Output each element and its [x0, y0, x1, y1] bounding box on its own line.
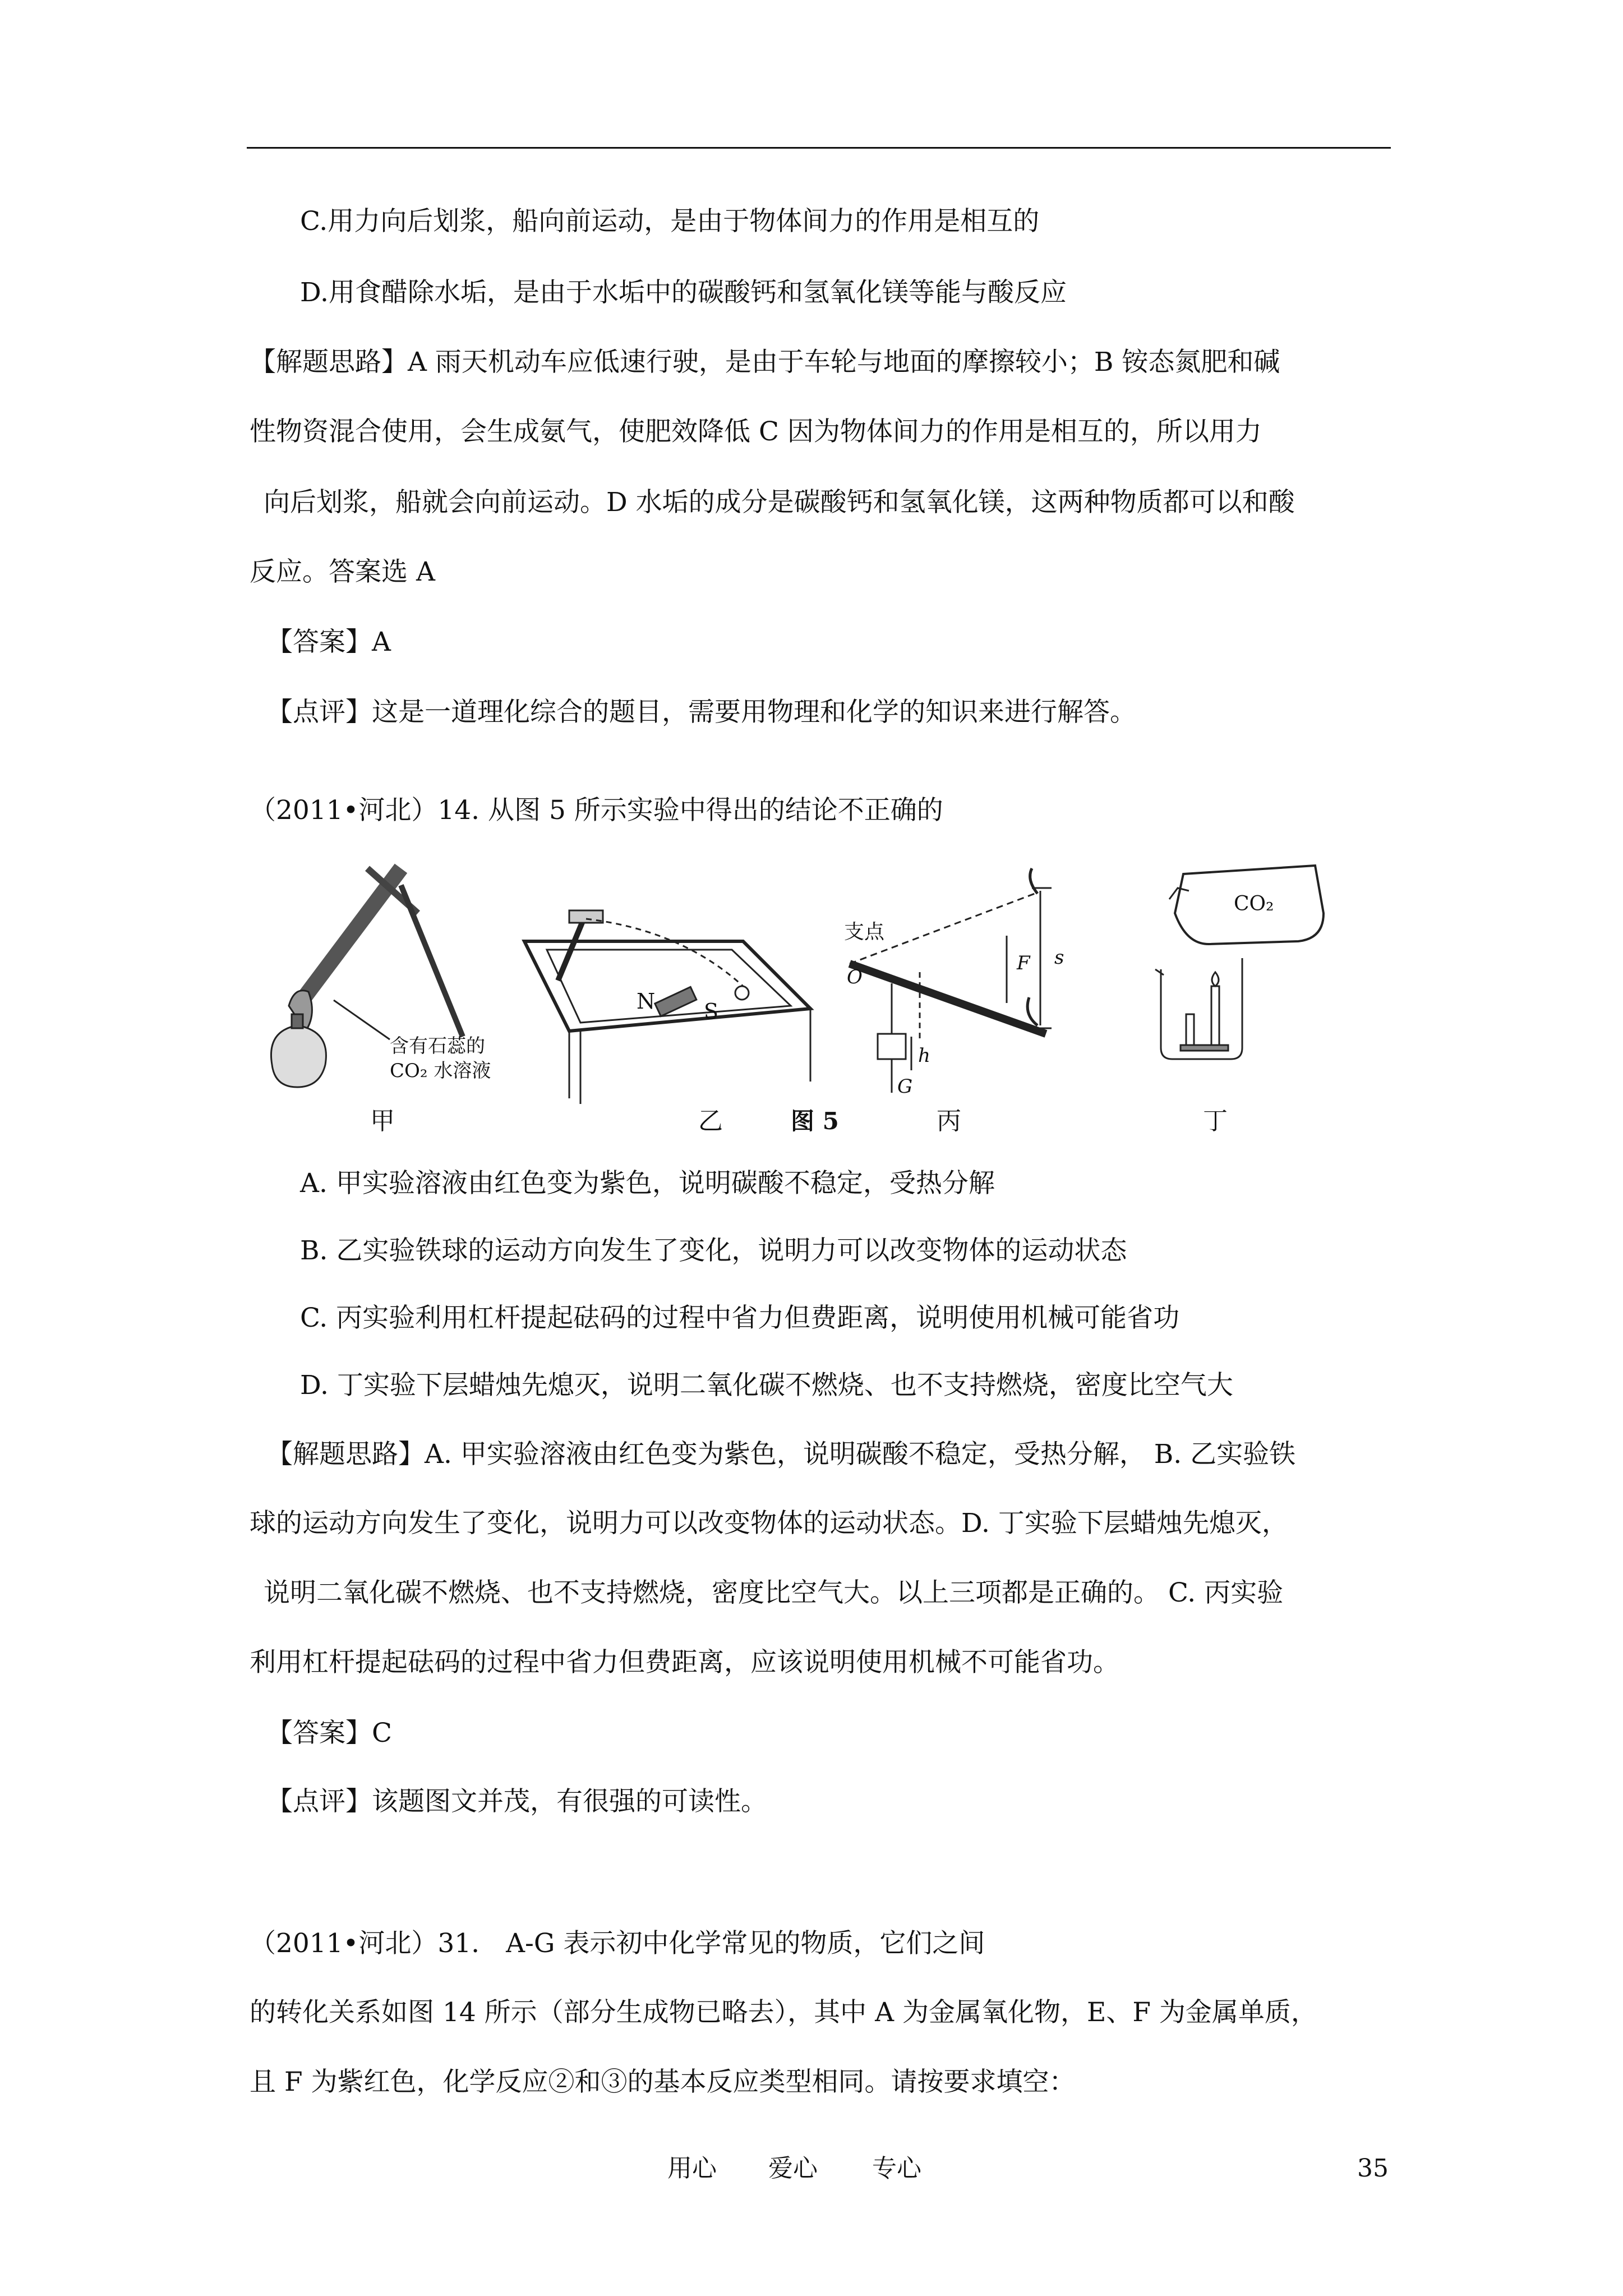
page-number: 35	[1357, 2154, 1389, 2183]
question-31-stem-line-1: （2011•河北）31. A-G 表示初中化学常见的物质，它们之间	[250, 1928, 985, 1959]
ding-label: 丁	[1203, 1107, 1228, 1135]
q14-option-c: C. 丙实验利用杠杆提起砝码的过程中省力但费距离，说明使用机械可能省功	[300, 1303, 1180, 1333]
footer-motto-2: 爱心	[768, 2154, 818, 2183]
comment-line: 【点评】这是一道理化综合的题目，需要用物理和化学的知识来进行解答。	[266, 697, 1136, 728]
q14-analysis-line-4: 利用杠杆提起砝码的过程中省力但费距离，应该说明使用机械不可能省功。	[250, 1647, 1119, 1678]
bing-origin: O	[847, 966, 863, 988]
q14-analysis-line-3: 说明二氧化碳不燃烧、也不支持燃烧，密度比空气大。以上三项都是正确的。 C. 丙实验	[264, 1577, 1284, 1608]
option-c-line: C.用力向后划浆，船向前运动，是由于物体间力的作用是相互的	[300, 206, 1040, 237]
analysis-line-2: 性物资混合使用，会生成氨气，使肥效降低 C 因为物体间力的作用是相互的，所以用力	[250, 416, 1262, 447]
bing-fulcrum: 支点	[844, 921, 885, 944]
bing-force: F	[1017, 952, 1030, 974]
ding-gas: CO₂	[1234, 892, 1274, 915]
jia-note-line2: CO₂ 水溶液	[390, 1060, 491, 1082]
bing-weight: G	[897, 1075, 913, 1098]
question-31-stem-line-3: 且 F 为紫红色，化学反应②和③的基本反应类型相同。请按要求填空：	[250, 2067, 1076, 2097]
q14-analysis-line-2: 球的运动方向发生了变化，说明力可以改变物体的运动状态。D. 丁实验下层蜡烛先熄灭，	[250, 1508, 1288, 1539]
q14-analysis-line-1: 【解题思路】A. 甲实验溶液由红色变为紫色，说明碳酸不稳定，受热分解， B. 乙实验铁	[266, 1439, 1296, 1470]
question-31-stem-line-2: 的转化关系如图 14 所示（部分生成物已略去），其中 A 为金属氧化物，E、F 为金属单质，	[250, 1997, 1317, 2028]
experiment-bing-illustration	[850, 868, 1052, 1093]
jia-label: 甲	[370, 1107, 395, 1135]
yi-pole-n: N	[637, 989, 656, 1014]
bing-height: h	[918, 1045, 930, 1067]
bing-label: 丙	[937, 1107, 961, 1135]
option-d-line: D.用食醋除水垢，是由于水垢中的碳酸钙和氢氧化镁等能与酸反应	[300, 277, 1067, 308]
header-rule	[247, 147, 1391, 149]
figure-caption: 图 5	[791, 1107, 839, 1135]
bing-distance: s	[1054, 946, 1064, 969]
figure-5	[255, 846, 1382, 1143]
footer-motto-3: 专心	[872, 2154, 921, 2183]
q14-option-a: A. 甲实验溶液由红色变为紫色，说明碳酸不稳定，受热分解	[300, 1168, 995, 1199]
yi-label: 乙	[698, 1107, 723, 1135]
question-14-stem: （2011•河北）14. 从图 5 所示实验中得出的结论不正确的	[250, 795, 943, 826]
analysis-line-3: 向后划浆，船就会向前运动。D 水垢的成分是碳酸钙和氢氧化镁，这两种物质都可以和酸	[264, 487, 1295, 518]
q14-comment-line: 【点评】该题图文并茂，有很强的可读性。	[266, 1786, 767, 1817]
analysis-line-1: 【解题思路】A 雨天机动车应低速行驶，是由于车轮与地面的摩擦较小；B 铵态氮肥和碱	[250, 347, 1280, 378]
yi-pole-s: S	[704, 999, 719, 1024]
analysis-line-4: 反应。答案选 A	[250, 556, 435, 587]
q14-answer-line: 【答案】C	[266, 1718, 392, 1749]
q14-option-d: D. 丁实验下层蜡烛先熄灭，说明二氧化碳不燃烧、也不支持燃烧，密度比空气大	[300, 1370, 1233, 1401]
jia-note-line1: 含有石蕊的	[390, 1035, 485, 1057]
experiment-yi-illustration	[524, 910, 810, 1104]
answer-line: 【答案】A	[266, 627, 391, 657]
footer-motto-1: 用心	[667, 2154, 717, 2183]
q14-option-b: B. 乙实验铁球的运动方向发生了变化，说明力可以改变物体的运动状态	[300, 1235, 1127, 1266]
